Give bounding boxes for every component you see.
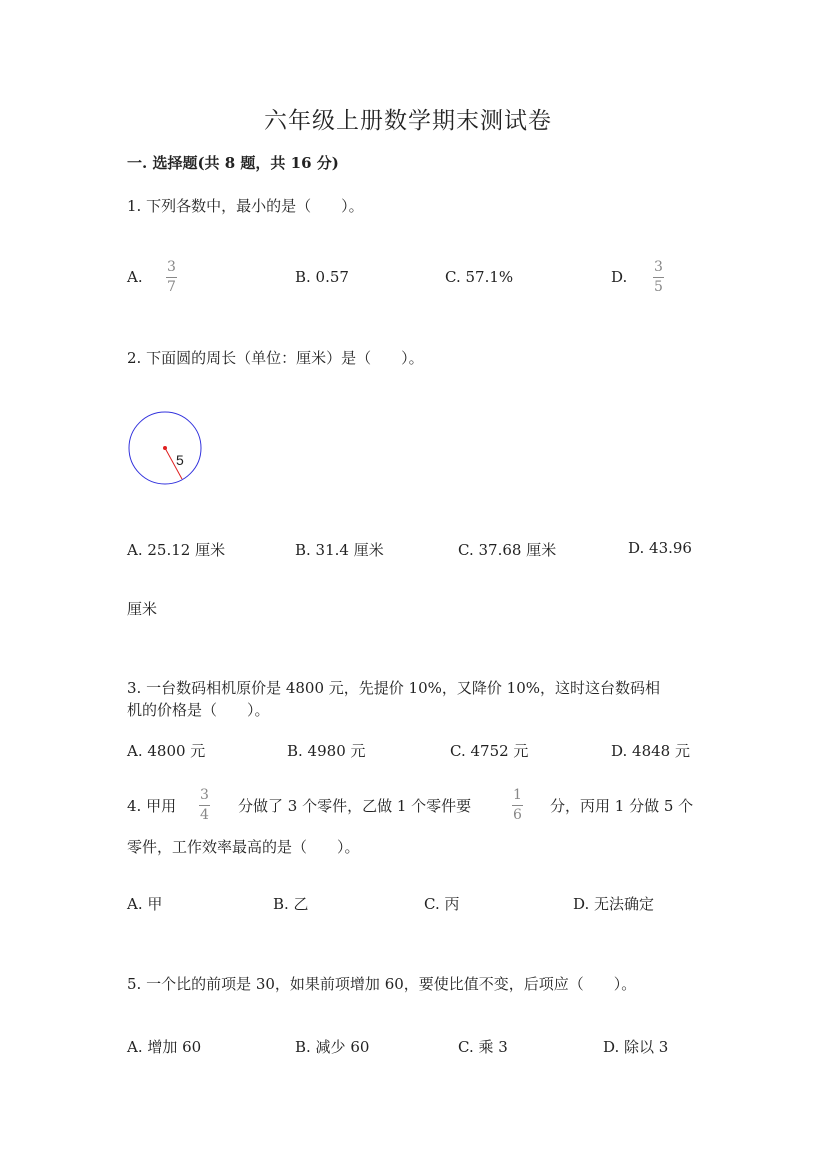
q4-stem-part2: 分做了 3 个零件，乙做 1 个零件要: [238, 797, 472, 815]
q2-option-d: D. 43.96: [628, 539, 692, 557]
q1-option-a-label: A.: [127, 268, 143, 286]
fraction-bar: [653, 277, 664, 278]
numerator: 3: [167, 259, 176, 275]
q2-option-c: C. 37.68 厘米: [458, 541, 557, 559]
q5-option-b: B. 减少 60: [295, 1038, 370, 1056]
q5-option-d: D. 除以 3: [603, 1038, 669, 1056]
section-heading: 一. 选择题(共 8 题，共 16 分): [127, 154, 339, 172]
q1-option-c: C. 57.1%: [445, 268, 514, 286]
numerator: 3: [654, 259, 663, 275]
q2-stem: 2. 下面圆的周长（单位：厘米）是（ ）。: [127, 349, 424, 367]
q5-option-a: A. 增加 60: [127, 1038, 202, 1056]
q4-fraction-2: [512, 788, 523, 823]
denominator: 7: [167, 279, 176, 295]
q2-option-a: A. 25.12 厘米: [127, 541, 226, 559]
q2-option-b: B. 31.4 厘米: [295, 541, 384, 559]
circle-diagram: [125, 408, 207, 490]
q4-option-d: D. 无法确定: [573, 895, 655, 913]
q5-option-c: C. 乘 3: [458, 1038, 508, 1056]
numerator: 3: [200, 787, 209, 803]
fraction-bar: [166, 277, 177, 278]
center-point: [163, 446, 167, 450]
fraction-bar: [199, 805, 210, 806]
q3-option-d: D. 4848 元: [611, 742, 690, 760]
q4-stem-part3: 分，丙用 1 分做 5 个: [550, 797, 694, 815]
q3-option-a: A. 4800 元: [127, 742, 206, 760]
q3-option-b: B. 4980 元: [287, 742, 366, 760]
q1-option-d-label: D.: [611, 268, 628, 286]
numerator: 1: [513, 787, 522, 803]
q4-option-b: B. 乙: [273, 895, 309, 913]
radius-label: 5: [176, 452, 184, 468]
q3-stem-line2: 机的价格是（ ）。: [127, 701, 270, 719]
q3-stem-line1: 3. 一台数码相机原价是 4800 元，先提价 10%，又降价 10%，这时这台数码相: [127, 679, 661, 697]
q2-option-d-unit: 厘米: [127, 600, 158, 618]
q3-option-c: C. 4752 元: [450, 742, 529, 760]
denominator: 5: [654, 279, 663, 295]
q4-stem-line2: 零件，工作效率最高的是（ ）。: [127, 838, 360, 856]
q4-option-a: A. 甲: [127, 895, 163, 913]
denominator: 4: [200, 807, 209, 823]
q4-fraction-1: [199, 788, 210, 823]
q1-stem: 1. 下列各数中，最小的是（ ）。: [127, 197, 364, 215]
fraction-bar: [512, 805, 523, 806]
q1-option-d-fraction: [653, 260, 664, 295]
q5-stem: 5. 一个比的前项是 30，如果前项增加 60，要使比值不变，后项应（ ）。: [127, 975, 637, 993]
q1-option-a-fraction: [166, 260, 177, 295]
q1-option-b: B. 0.57: [295, 268, 349, 286]
q4-stem-part1: 4. 甲用: [127, 797, 177, 815]
page-title: 六年级上册数学期末测试卷: [264, 108, 552, 134]
denominator: 6: [513, 807, 522, 823]
q4-option-c: C. 丙: [424, 895, 460, 913]
